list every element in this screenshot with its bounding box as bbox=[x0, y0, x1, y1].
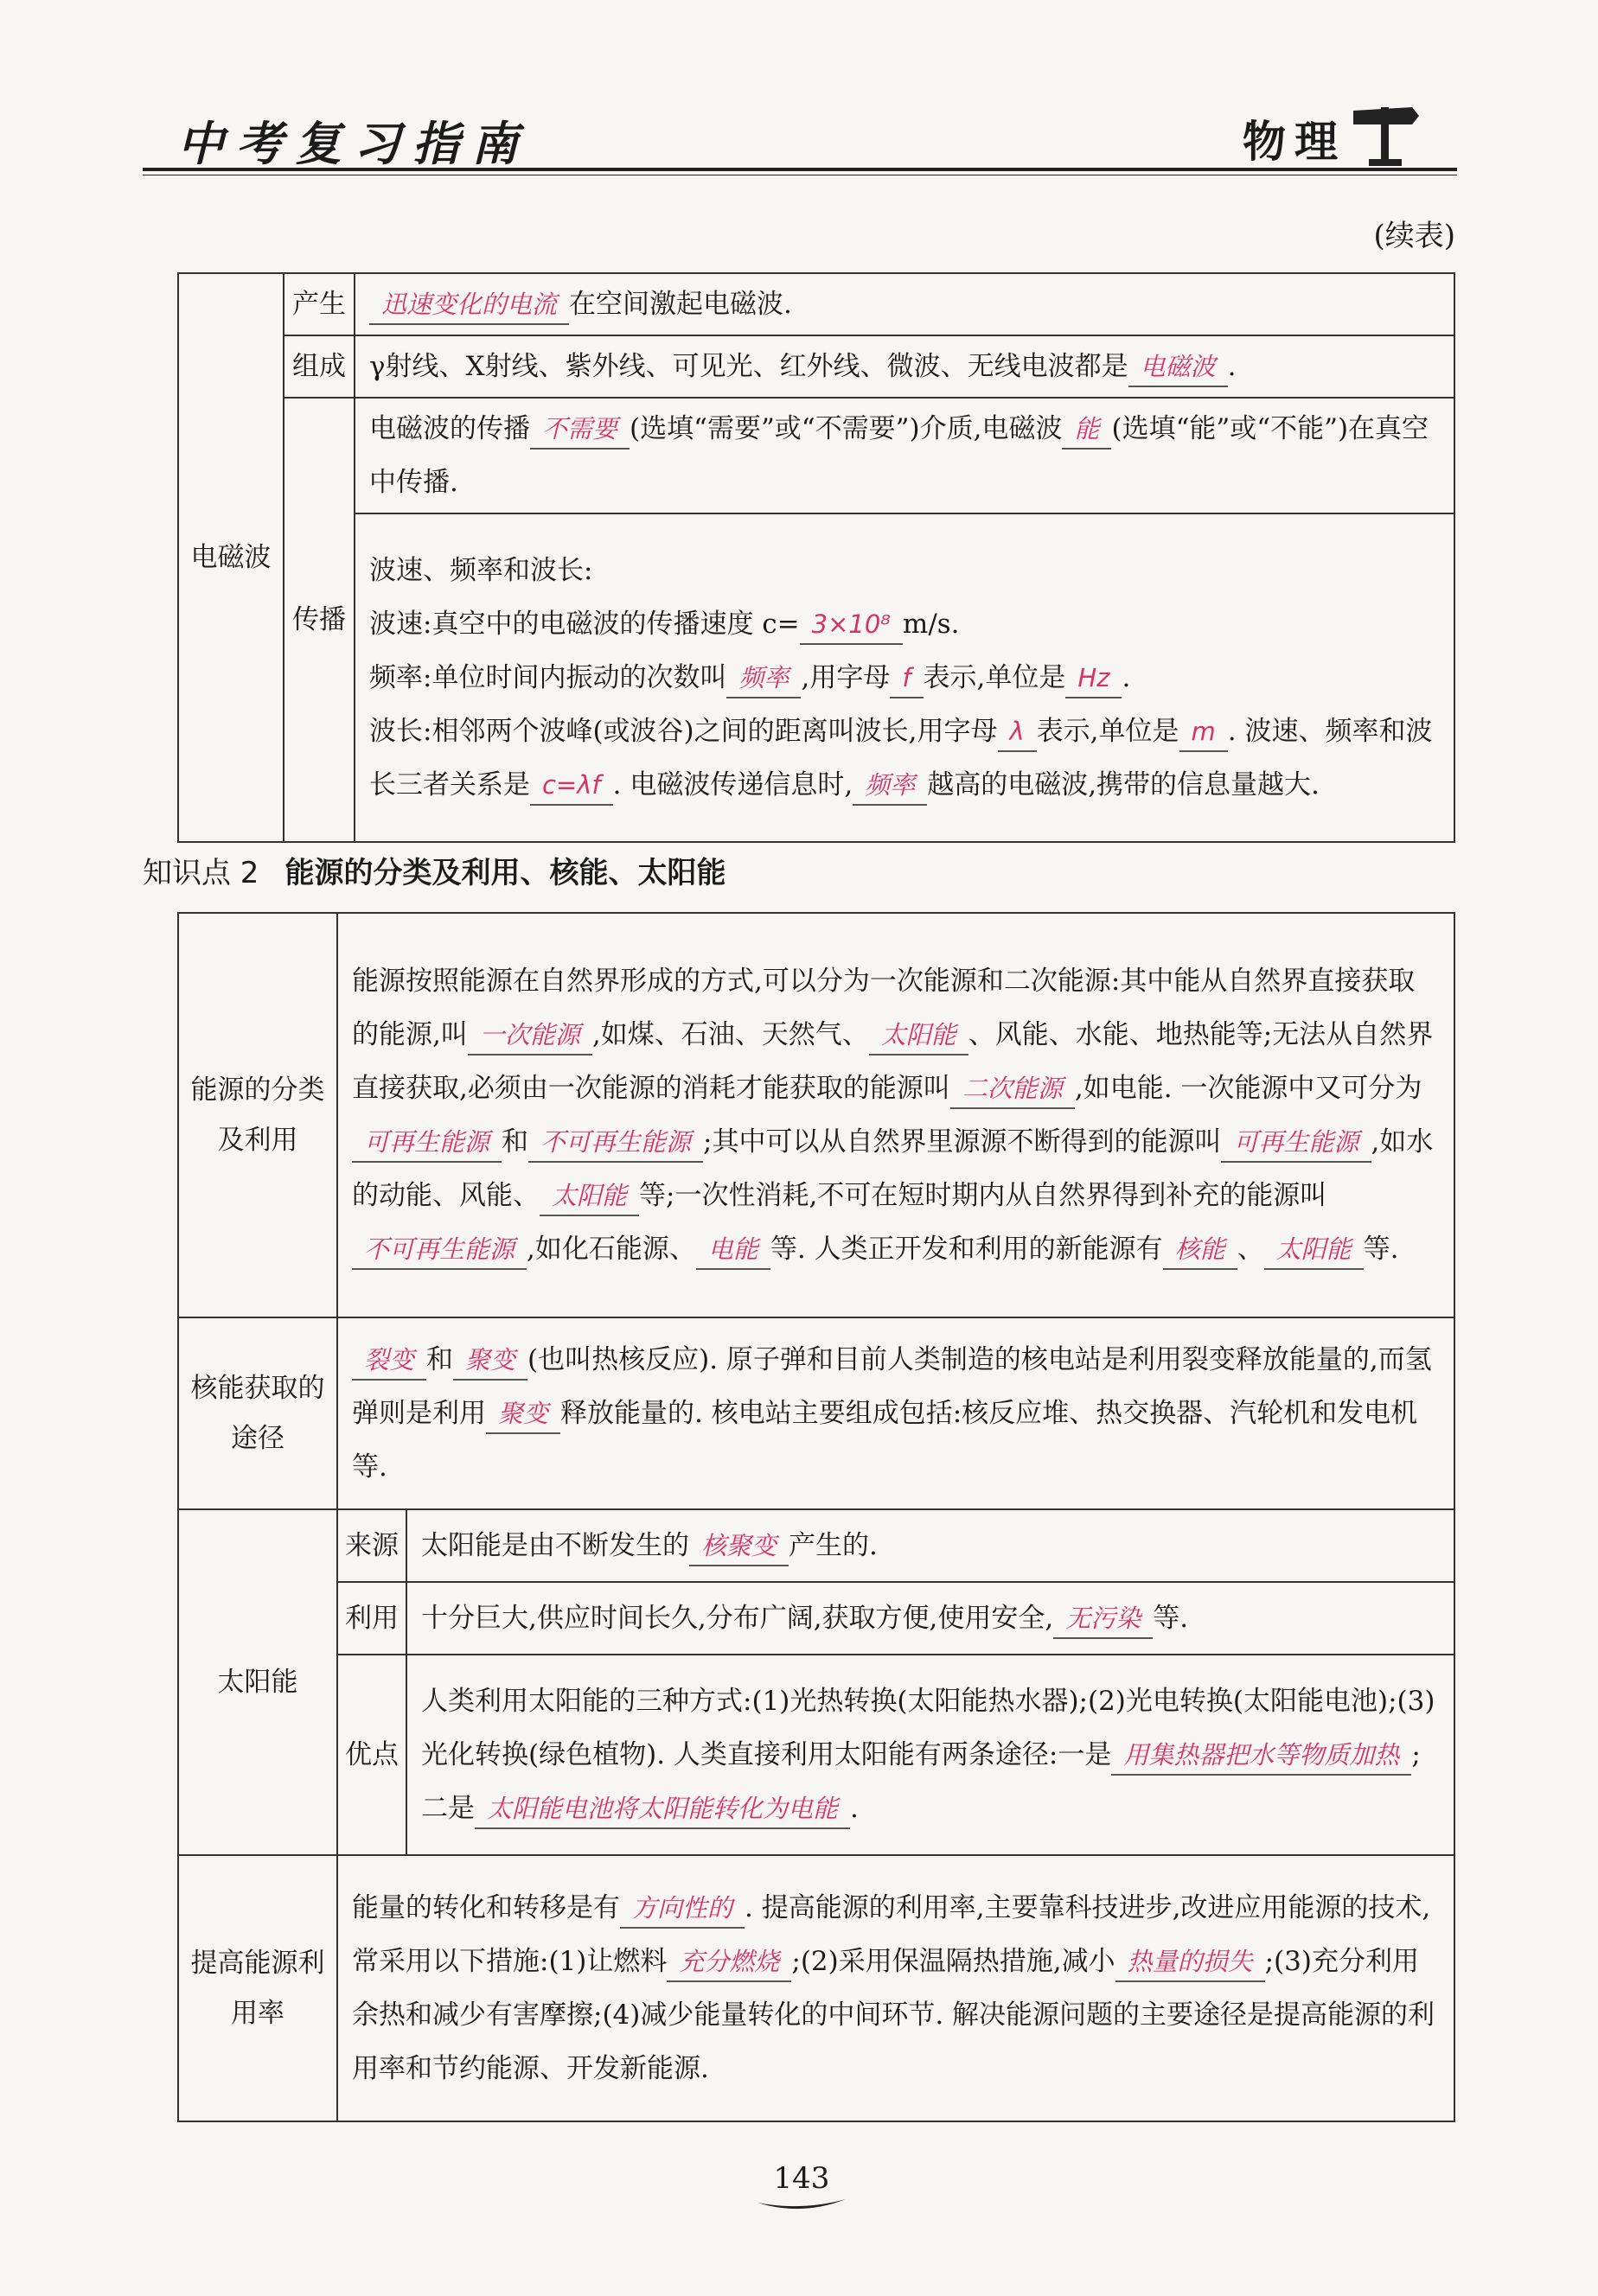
text: 能源按照能源在自然界形成的方式,可以分为一次能源和二次能源:其中能从自然界直接获取的能源,叫 bbox=[352, 966, 1416, 1050]
text: 等. bbox=[1363, 1234, 1399, 1265]
text: 等. bbox=[1153, 1603, 1189, 1634]
efficiency-cell bbox=[337, 1855, 1454, 2121]
answer: 不可再生能源 bbox=[352, 1230, 527, 1270]
answer: 无污染 bbox=[1053, 1599, 1153, 1639]
answer: 方向性的 bbox=[620, 1889, 745, 1929]
text: 十分巨大,供应时间长久,分布广阔,获取方便,使用安全, bbox=[421, 1603, 1054, 1634]
frequency-line bbox=[369, 651, 1440, 705]
composition-cell bbox=[355, 335, 1454, 398]
page-number-text: 143 bbox=[773, 2161, 830, 2196]
text: 释放能量的. 核电站主要组成包括:核反应堆、热交换器、汽轮机和发电机等. bbox=[352, 1398, 1418, 1483]
kp-number: 知识点 2 bbox=[143, 856, 259, 890]
answer: 太阳能 bbox=[869, 1016, 968, 1056]
answer: 太阳能电池将太阳能转化为电能 bbox=[475, 1789, 850, 1829]
answer: λ bbox=[998, 712, 1037, 752]
nuclear-label: 核能获取的途径 bbox=[178, 1317, 337, 1509]
text: . 提高能源的利用率,主要靠科技进步,改进应用能源的技术,常采用以下措施:(1)让燃料 bbox=[352, 1892, 1431, 1977]
text: 产生的. bbox=[789, 1530, 878, 1561]
wavelength-line bbox=[369, 705, 1440, 812]
propagation-label: 传播 bbox=[284, 398, 355, 842]
em-wave-label: 电磁波 bbox=[178, 273, 284, 842]
text: 越高的电磁波,携带的信息量越大. bbox=[927, 769, 1320, 800]
text: (也叫热核反应). 原子弹和目前人类制造的核电站是利用裂变释放能量的,而氢弹则是利用 bbox=[352, 1344, 1432, 1429]
answer: 3×10⁸ bbox=[800, 605, 903, 645]
text: . bbox=[1122, 662, 1131, 693]
page-header bbox=[143, 102, 1457, 173]
composition-label: 组成 bbox=[284, 335, 355, 398]
book-title: 中考复习指南 bbox=[177, 116, 530, 171]
answer: 一次能源 bbox=[468, 1016, 592, 1056]
text: 等;一次性消耗,不可在短时期内从自然界得到补充的能源叫 bbox=[639, 1180, 1327, 1211]
text: γ射线、X射线、紫外线、可见光、红外线、微波、无线电波都是 bbox=[369, 351, 1128, 382]
text: 太阳能是由不断发生的 bbox=[421, 1530, 689, 1561]
answer: 可再生能源 bbox=[1221, 1123, 1371, 1163]
answer: c=λf bbox=[530, 766, 613, 806]
answer: 聚变 bbox=[453, 1341, 527, 1381]
solar-use-label: 利用 bbox=[337, 1582, 406, 1655]
answer: 聚变 bbox=[486, 1394, 560, 1434]
answer: m bbox=[1179, 712, 1228, 752]
nuclear-cell bbox=[337, 1317, 1454, 1509]
production-cell bbox=[355, 273, 1454, 335]
solar-advantage-label: 优点 bbox=[337, 1655, 406, 1855]
answer: 热量的损失 bbox=[1115, 1942, 1265, 1982]
answer: 不需要 bbox=[530, 410, 630, 450]
answer: 充分燃烧 bbox=[667, 1942, 791, 1982]
answer: 裂变 bbox=[352, 1341, 426, 1381]
text: 电磁波的传播 bbox=[369, 413, 530, 444]
text: ,如水的动能、风能、 bbox=[352, 1126, 1434, 1211]
solar-label: 太阳能 bbox=[178, 1509, 337, 1855]
text: 波速、频率和波长: bbox=[369, 555, 593, 586]
text: ,如化石能源、 bbox=[527, 1234, 696, 1265]
answer: 电磁波 bbox=[1128, 348, 1228, 387]
answer: 能 bbox=[1062, 410, 1111, 450]
subject-title: 物理 bbox=[1243, 116, 1346, 167]
kp-title: 能源的分类及利用、核能、太阳能 bbox=[284, 856, 726, 890]
text: 能量的转化和转移是有 bbox=[352, 1892, 620, 1923]
answer: 频率 bbox=[853, 766, 927, 806]
solar-source-cell bbox=[406, 1509, 1454, 1582]
text: (选填“需要”或“不需要”)介质,电磁波 bbox=[630, 413, 1063, 444]
text: 频率:单位时间内振动的次数叫 bbox=[369, 662, 727, 693]
text: 波长:相邻两个波峰(或波谷)之间的距离叫波长,用字母 bbox=[369, 716, 998, 747]
em-wave-table bbox=[177, 272, 1455, 843]
text: 和 bbox=[502, 1126, 529, 1158]
classification-label: 能源的分类及利用 bbox=[178, 913, 337, 1317]
text: . bbox=[1227, 351, 1237, 382]
text: 、 bbox=[1237, 1234, 1264, 1265]
answer: 用集热器把水等物质加热 bbox=[1111, 1736, 1411, 1776]
efficiency-label: 提高能源利用率 bbox=[178, 1855, 337, 2121]
text: 人类利用太阳能的三种方式:(1)光热转换(太阳能热水器);(2)光电转换(太阳能电池);(3)光化转换(绿色植物). 人类直接利用太阳能有两条途径:一是 bbox=[421, 1686, 1435, 1770]
energy-table bbox=[177, 912, 1455, 2122]
text: 和 bbox=[426, 1344, 454, 1375]
page-swoosh-icon bbox=[754, 2187, 849, 2213]
header-rule bbox=[143, 168, 1457, 171]
answer: 迅速变化的电流 bbox=[369, 285, 569, 325]
page-number bbox=[754, 2161, 849, 2213]
answer: 太阳能 bbox=[540, 1177, 639, 1216]
answer: 核能 bbox=[1163, 1230, 1237, 1270]
answer: 可再生能源 bbox=[352, 1123, 502, 1163]
text: . bbox=[850, 1793, 859, 1824]
answer: 频率 bbox=[726, 659, 801, 698]
answer: 不可再生能源 bbox=[528, 1123, 703, 1163]
text: ;(2)采用保温隔热措施,减小 bbox=[791, 1946, 1115, 1977]
signpost-icon bbox=[1348, 102, 1422, 166]
answer: 二次能源 bbox=[950, 1069, 1075, 1109]
answer: 电能 bbox=[696, 1230, 770, 1270]
knowledge-point-heading bbox=[143, 849, 725, 891]
answer: f bbox=[890, 659, 923, 698]
text: m/s. bbox=[902, 609, 960, 640]
answer: 太阳能 bbox=[1264, 1230, 1364, 1270]
text: ;其中可以从自然界里源源不断得到的能源叫 bbox=[703, 1126, 1222, 1158]
solar-advantage-cell bbox=[406, 1655, 1454, 1855]
text: ,用字母 bbox=[801, 662, 891, 693]
wave-properties-cell bbox=[355, 513, 1454, 842]
production-label: 产生 bbox=[284, 273, 355, 335]
text: 在空间激起电磁波. bbox=[569, 289, 792, 320]
text: 波速:真空中的电磁波的传播速度 c= bbox=[369, 609, 800, 640]
answer: 核聚变 bbox=[689, 1527, 789, 1566]
text: ,如电能. 一次能源中又可分为 bbox=[1074, 1073, 1422, 1104]
propagation-medium-cell bbox=[355, 398, 1454, 513]
text: 等. 人类正开发和利用的新能源有 bbox=[770, 1234, 1163, 1265]
text: ;二是 bbox=[421, 1739, 1421, 1824]
text: 、风能、水能、地热能等;无法从自然界直接获取,必须由一次能源的消耗才能获取的能源叫 bbox=[352, 1019, 1434, 1104]
text: ;(3)充分利用余热和减少有害摩擦;(4)减少能量转化的中间环节. 解决能源问题的主要途径是提高能源的利用率和节约能源、开发新能源. bbox=[352, 1946, 1435, 2084]
text: (选填“能”或“不能”)在真空中传播. bbox=[369, 413, 1429, 498]
text: ,如煤、石油、天然气、 bbox=[591, 1019, 869, 1050]
wave-speed-line bbox=[369, 597, 1440, 651]
answer: Hz bbox=[1065, 659, 1122, 698]
classification-cell bbox=[337, 913, 1454, 1317]
continued-label: (续表) bbox=[1373, 219, 1455, 253]
solar-use-cell bbox=[406, 1582, 1454, 1655]
text: . 波速、频率和波长三者关系是 bbox=[369, 716, 1433, 800]
text: . 电磁波传递信息时, bbox=[612, 769, 853, 800]
text: 表示,单位是 bbox=[923, 662, 1066, 693]
solar-source-label: 来源 bbox=[337, 1509, 406, 1582]
text: 表示,单位是 bbox=[1036, 716, 1179, 747]
